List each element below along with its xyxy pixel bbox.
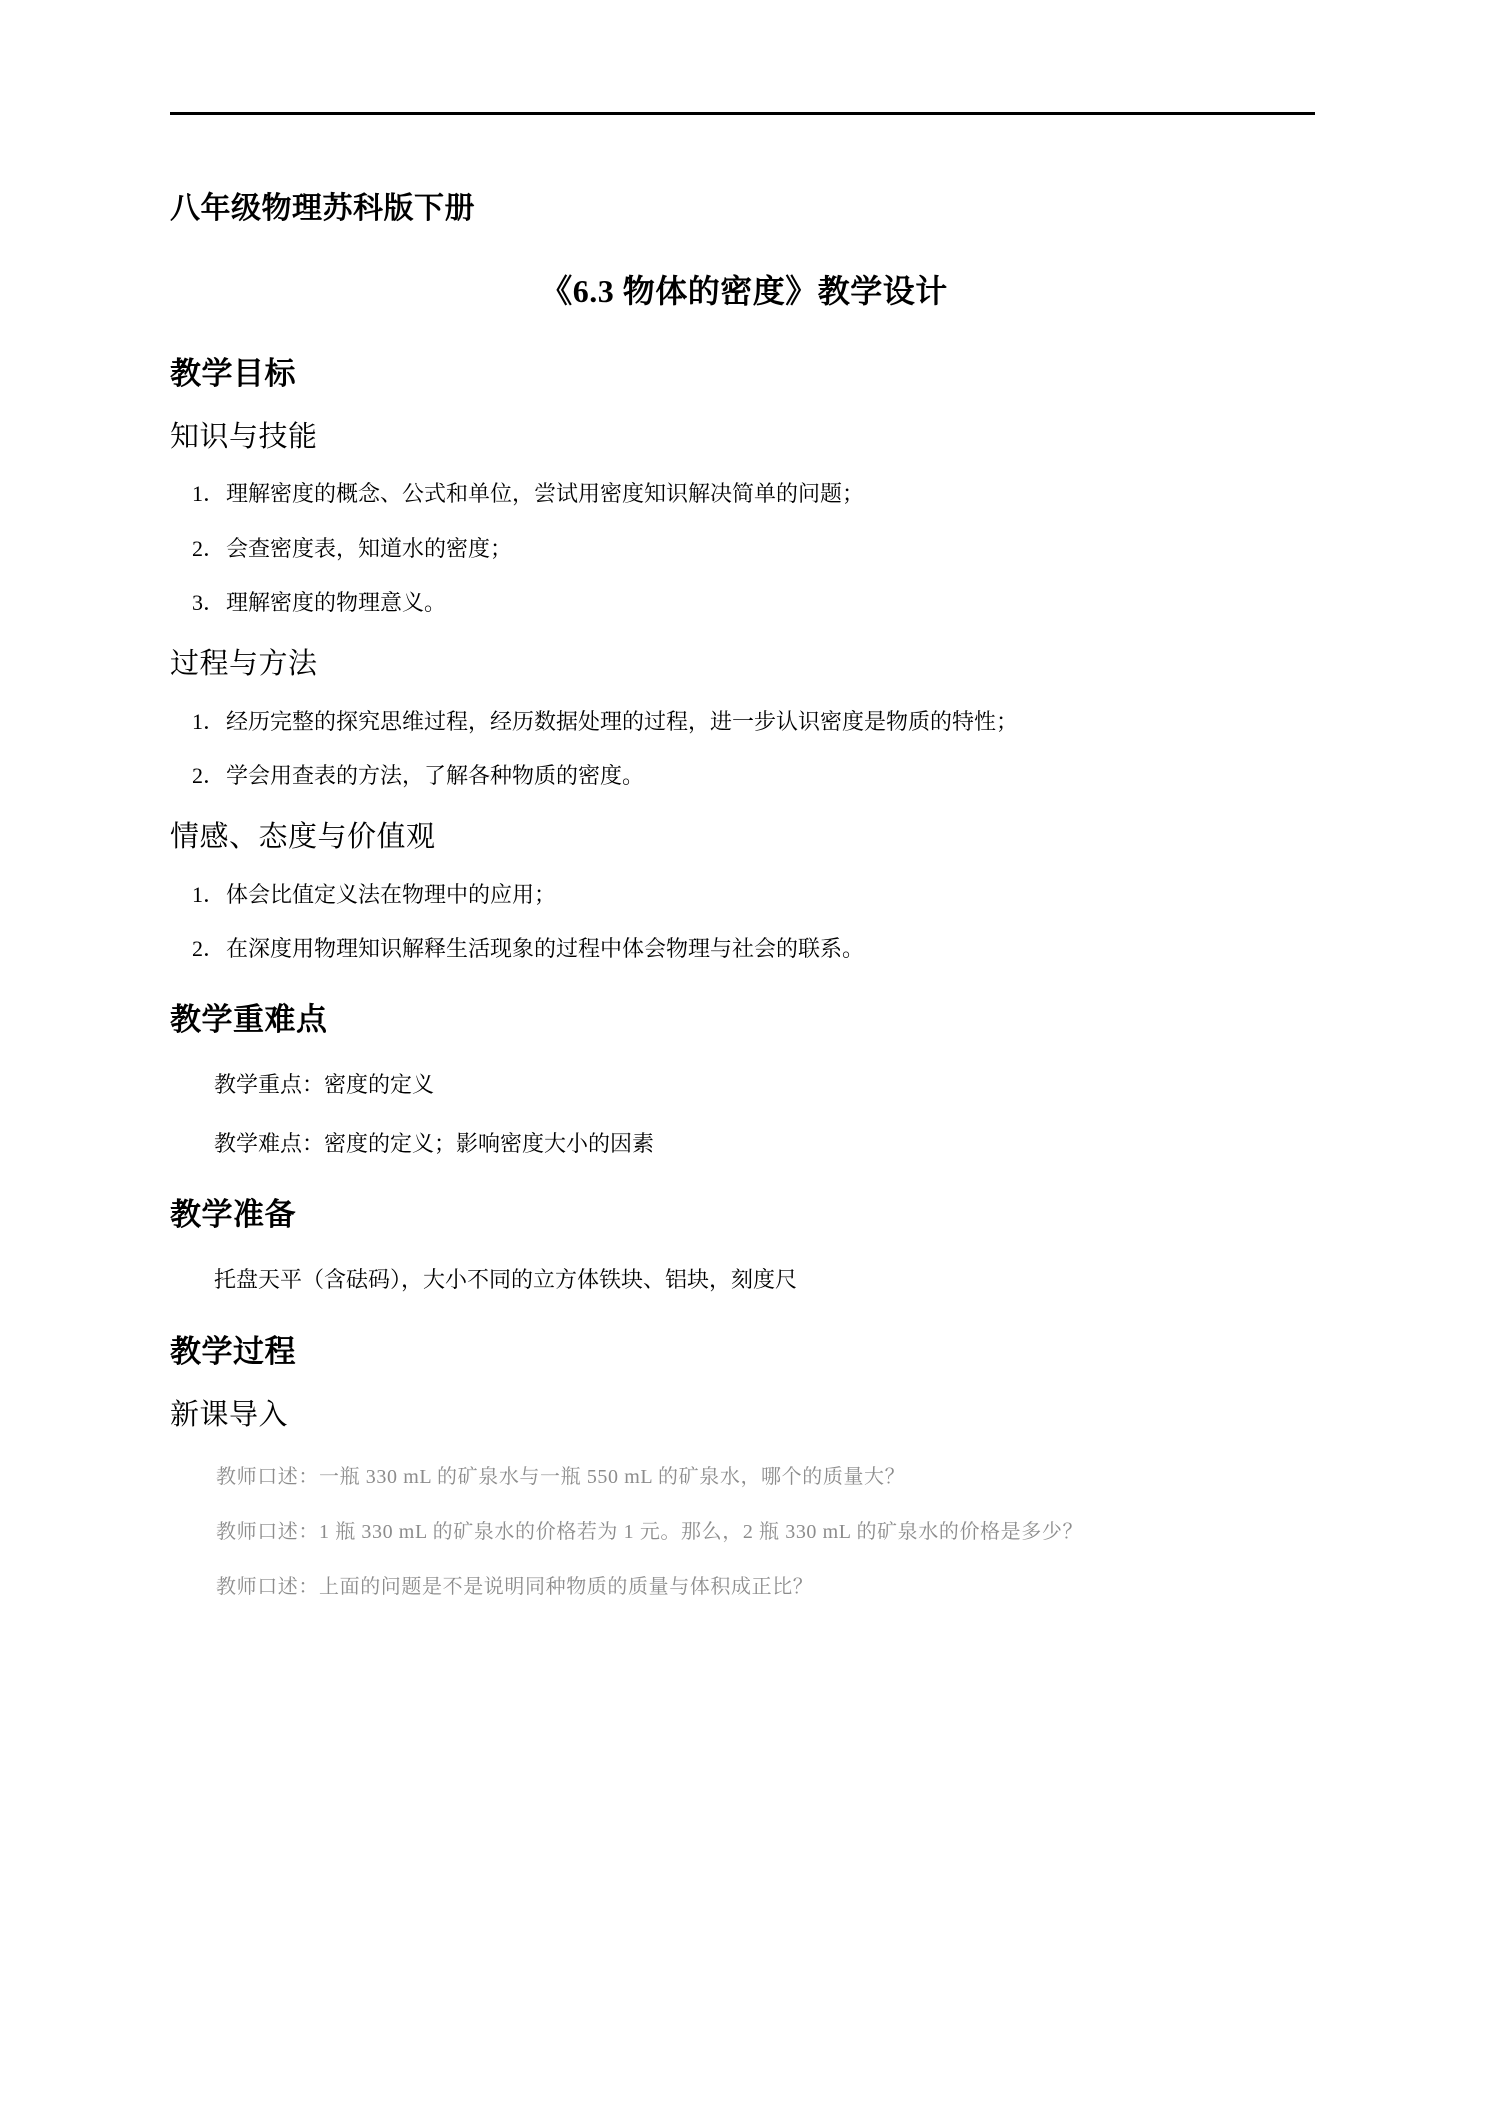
list-item-text: 在深度用物理知识解释生活现象的过程中体会物理与社会的联系。 <box>226 935 865 961</box>
list-item-number: 2． <box>192 762 226 788</box>
list-item <box>170 705 1318 739</box>
heading-teaching-process: 教学过程 <box>170 1333 296 1370</box>
heading-teaching-preparation: 教学准备 <box>170 1197 296 1234</box>
list-item-number: 2． <box>192 935 226 961</box>
heading-knowledge-skills: 知识与技能 <box>170 418 318 453</box>
list-item-text: 学会用查表的方法，了解各种物质的密度。 <box>226 762 645 788</box>
heading-teaching-objectives: 教学目标 <box>170 355 296 392</box>
heading-new-lesson-intro: 新课导入 <box>170 1396 289 1431</box>
text-intro-paragraph-2: 教师口述：1 瓶 330 mL 的矿泉水的价格若为 1 元。那么，2 瓶 330 mL 的矿泉水的价格是多少？ <box>216 1520 1084 1543</box>
list-item-number: 1． <box>192 481 226 507</box>
list-item-number: 3． <box>192 589 226 615</box>
text-teaching-focus: 教学重点：密度的定义 <box>214 1071 435 1097</box>
heading-process-method: 过程与方法 <box>170 645 318 680</box>
list-item-number: 2． <box>192 535 226 561</box>
list-item <box>170 759 1318 793</box>
list-item <box>170 932 1318 966</box>
list-item <box>170 586 1318 620</box>
list-item-text: 经历完整的探究思维过程，经历数据处理的过程，进一步认识密度是物质的特性； <box>226 708 1019 734</box>
document-title: 《6.3 物体的密度》教学设计 <box>540 272 948 309</box>
list-item-number: 1． <box>192 708 226 734</box>
text-intro-paragraph-3: 教师口述：上面的问题是不是说明同种物质的质量与体积成正比？ <box>216 1575 814 1598</box>
text-teaching-difficulty: 教学难点：密度的定义；影响密度大小的因素 <box>214 1131 655 1157</box>
list-item-number: 1． <box>192 881 226 907</box>
list-item-text: 理解密度的物理意义。 <box>226 589 447 615</box>
list-item <box>170 477 1318 511</box>
text-teaching-preparation: 托盘天平（含砝码），大小不同的立方体铁块、铝块，刻度尺 <box>214 1267 798 1293</box>
list-item-text: 会查密度表，知道水的密度； <box>226 535 513 561</box>
list-process-method <box>170 705 1318 793</box>
text-intro-paragraph-1: 教师口述：一瓶 330 mL 的矿泉水与一瓶 550 mL 的矿泉水，哪个的质量大？ <box>216 1465 906 1488</box>
heading-attitude-values: 情感、态度与价值观 <box>170 818 436 853</box>
list-item <box>170 878 1318 912</box>
list-knowledge-skills <box>170 477 1318 619</box>
list-item <box>170 532 1318 566</box>
document-subtitle: 八年级物理苏科版下册 <box>170 191 475 226</box>
heading-key-difficult-points: 教学重难点 <box>170 1001 328 1038</box>
list-item-text: 理解密度的概念、公式和单位，尝试用密度知识解决简单的问题； <box>226 481 865 507</box>
list-attitude-values <box>170 878 1318 966</box>
list-item-text: 体会比值定义法在物理中的应用； <box>226 881 557 907</box>
